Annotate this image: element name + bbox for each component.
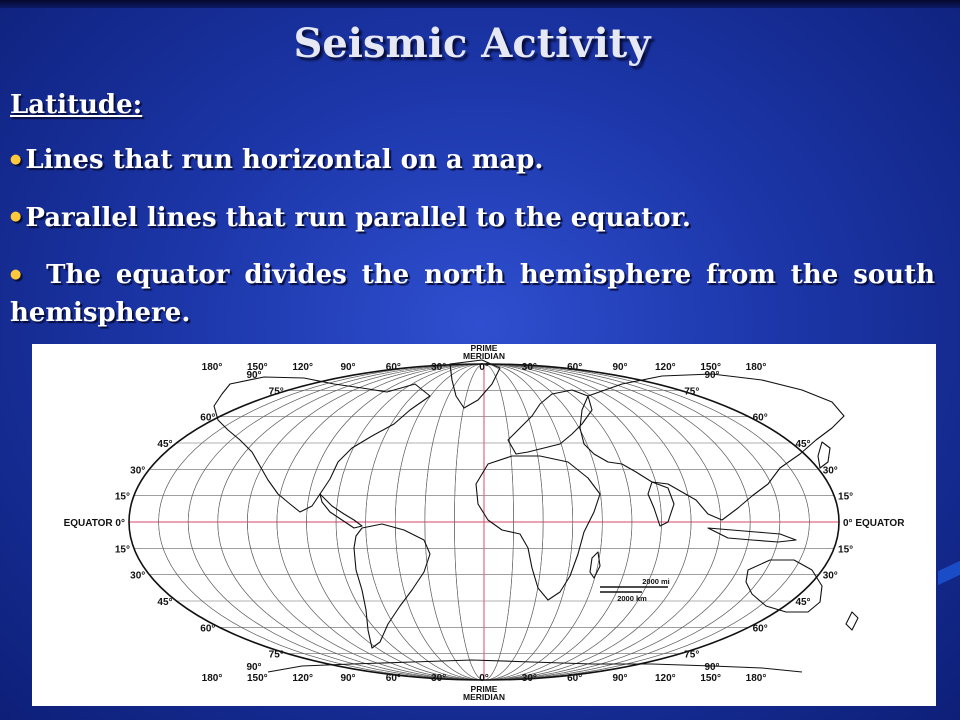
longitude-label-bottom: 30° [431, 673, 447, 684]
longitude-label-bottom: 90° [340, 673, 356, 684]
bullet-item [10, 200, 935, 238]
madagascar [590, 552, 600, 578]
edge-glint [938, 561, 960, 585]
longitude-label-top: 30° [521, 362, 537, 373]
bullet-item [10, 257, 935, 332]
longitude-label-top: 60° [385, 362, 401, 373]
longitude-label-top: 30° [431, 362, 447, 373]
longitude-label-bottom: 60° [385, 673, 401, 684]
india [648, 482, 674, 526]
longitude-label-top: 150° [700, 362, 722, 373]
corner-label: 90° [246, 662, 262, 673]
latitude-label-left: 75° [268, 649, 284, 661]
indonesia [708, 528, 796, 542]
top-band [0, 0, 960, 8]
bullet-text: Parallel lines that run parallel to the equator. [25, 202, 691, 233]
slide-title: Seismic Activity [293, 20, 651, 67]
latitude-label-left: 60° [200, 412, 216, 424]
longitude-label-top: 90° [340, 362, 356, 373]
latitude-label-right: 30° [822, 465, 838, 477]
longitude-label-bottom: 30° [521, 673, 537, 684]
longitude-label-top: 120° [292, 362, 314, 373]
longitude-label-top: 120° [654, 362, 676, 373]
new-zealand [846, 612, 858, 630]
north-america [214, 377, 430, 512]
latitude-label-left: 15° [114, 491, 130, 503]
latitude-label-right: 75° [684, 386, 700, 398]
longitude-label-top: 180° [201, 362, 223, 373]
longitude-label-bottom: 120° [292, 673, 314, 684]
latitude-label-right: 45° [795, 597, 811, 608]
prime-meridian-label: MERIDIAN [462, 351, 506, 361]
japan [818, 442, 830, 468]
latitude-label-right: 60° [752, 412, 768, 424]
prime-meridian-label: MERIDIAN [462, 692, 506, 702]
latitude-label-right: 30° [822, 570, 838, 582]
bullet-text: Lines that run horizontal on a map. [25, 145, 544, 175]
prime-meridian-label: PRIME [470, 344, 498, 353]
corner-label: 90° [704, 662, 720, 673]
latitude-label-right: 45° [795, 439, 811, 450]
scale-label-mi: 2000 mi [642, 577, 670, 586]
longitude-label-bottom: 150° [246, 673, 268, 684]
latitude-label-right: 15° [838, 544, 854, 556]
longitude-label-bottom: 120° [654, 673, 676, 684]
latitude-heading: Latitude: [10, 90, 143, 120]
bullet-item [10, 142, 935, 180]
europe [508, 390, 592, 454]
greenland [450, 360, 500, 408]
corner-label: 90° [246, 370, 262, 381]
longitude-label-top: 180° [745, 362, 767, 373]
latitude-label-right: 15° [838, 491, 854, 503]
prime-meridian-label: PRIME [470, 684, 498, 694]
bullet-dot-icon: ● [10, 266, 28, 282]
latitude-label-left: 45° [157, 439, 173, 450]
latitude-label-left: 30° [130, 465, 146, 477]
latitude-label-left: 75° [268, 386, 284, 398]
equator-label-right: 0° EQUATOR [843, 518, 905, 529]
scale-label-km: 2000 km [617, 594, 647, 603]
bullet-dot-icon: ● [10, 209, 22, 224]
longitude-label-bottom: 0° [479, 673, 489, 684]
bullet-dot-icon: ● [10, 151, 22, 167]
longitude-label-bottom: 150° [700, 673, 722, 684]
corner-label: 90° [704, 370, 720, 381]
longitude-label-bottom: 60° [567, 673, 583, 684]
longitude-label-bottom: 90° [612, 673, 628, 684]
africa [476, 456, 600, 600]
latitude-label-left: 15° [114, 544, 130, 556]
latitude-label-left: 30° [130, 570, 146, 582]
latitude-label-right: 60° [752, 623, 768, 635]
longitude-label-top: 90° [612, 362, 628, 373]
longitude-label-bottom: 180° [745, 673, 767, 684]
latitude-label-right: 75° [684, 649, 700, 661]
longitude-label-top: 150° [246, 362, 268, 373]
australia [746, 560, 822, 612]
latitude-label-left: 60° [200, 623, 216, 635]
longitude-label-top: 60° [567, 362, 583, 373]
graticule [129, 364, 839, 680]
equator-label-left: EQUATOR 0° [63, 518, 125, 529]
bullet-text: The equator divides the north hemisphere from the south hemisphere. [10, 260, 935, 328]
longitude-label-bottom: 180° [201, 673, 223, 684]
latitude-label-left: 45° [157, 597, 173, 608]
bullet-list [10, 142, 935, 352]
longitude-label-top: 0° [479, 362, 489, 373]
central-america [320, 494, 362, 528]
world-map [32, 344, 936, 706]
world-map-graphic [32, 344, 936, 706]
